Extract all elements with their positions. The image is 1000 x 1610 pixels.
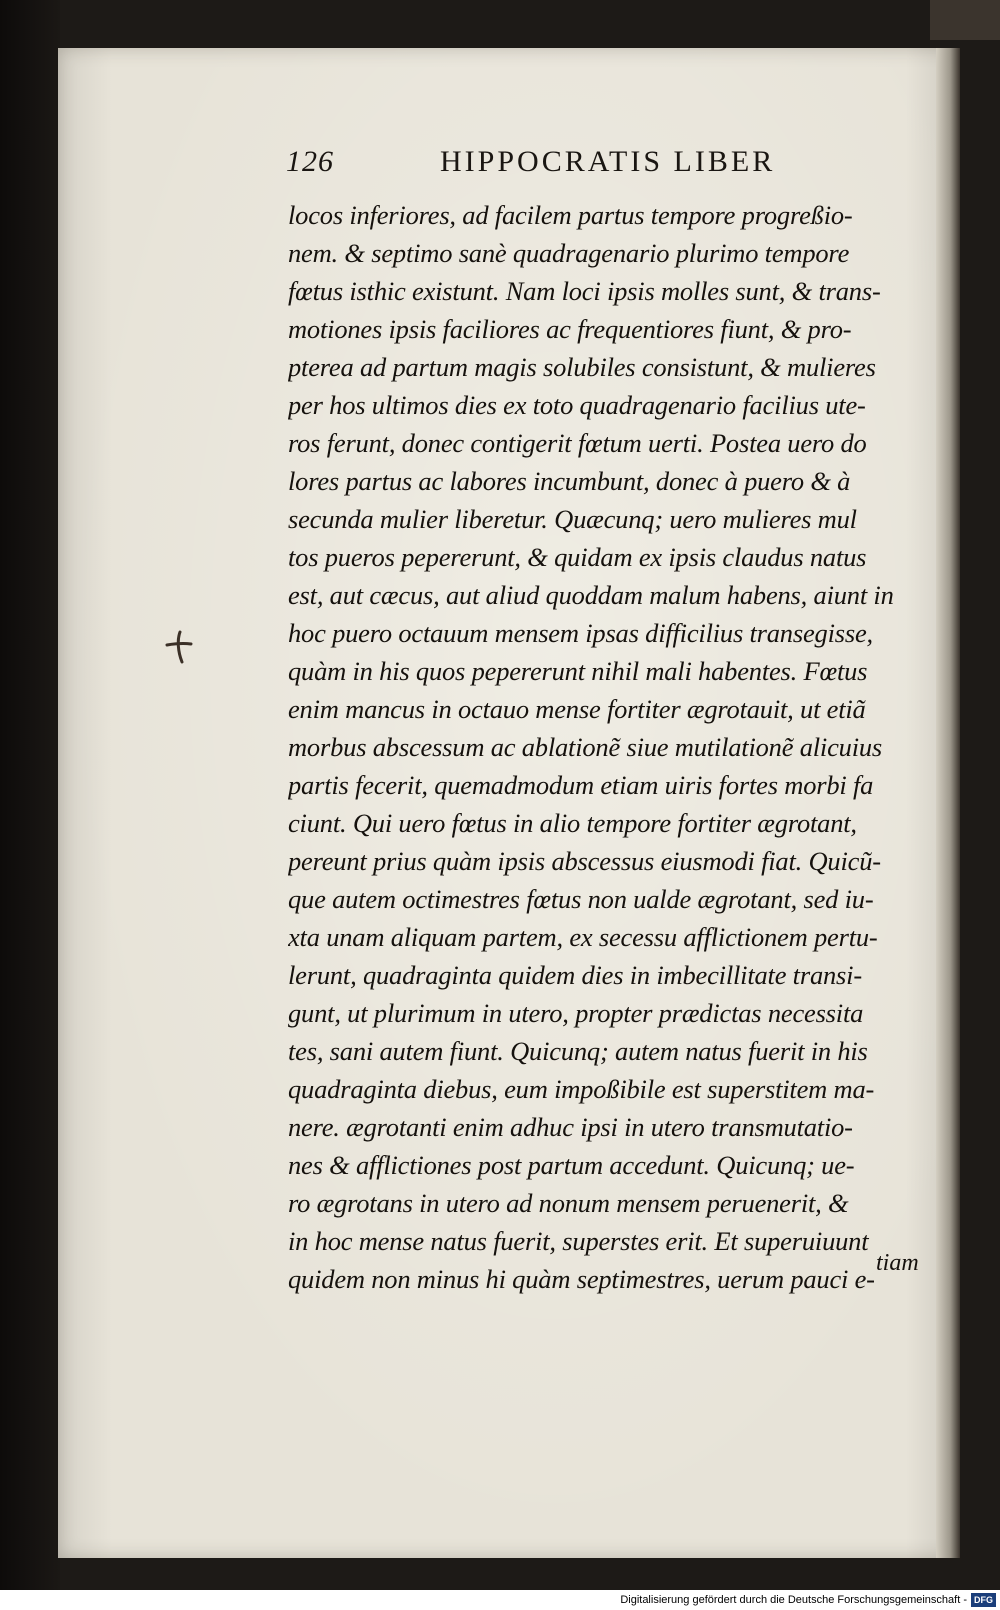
text-line: fœtus isthic existunt. Nam loci ipsis molles sunt, & trans- [288, 276, 881, 306]
dfg-logo: DFG [971, 1593, 996, 1607]
text-line: in hoc mense natus fuerit, superstes erit. Et superuiuunt [288, 1226, 869, 1256]
text-line: que autem octimestres fœtus non ualde ægrotant, sed iu- [288, 884, 874, 914]
text-line: pterea ad partum magis solubiles consistunt, & mulieres [288, 352, 876, 382]
page-header [286, 145, 796, 185]
text-line: hoc puero octauum mensem ipsas difficilius transegisse, [288, 618, 873, 648]
running-title: HIPPOCRATIS LIBER [440, 145, 776, 178]
text-line: morbus abscessum ac ablationẽ siue mutilationẽ alicuius [288, 732, 883, 762]
text-line: motiones ipsis faciliores ac frequentiores fiunt, & pro- [288, 314, 852, 344]
text-line: ros ferunt, donec contigerit fœtum uerti. Postea uero do [288, 428, 867, 458]
text-line: quàm in his quos pepererunt nihil mali habentes. Fœtus [288, 656, 868, 686]
text-line: est, aut cæcus, aut aliud quoddam malum habens, aiunt in [288, 580, 894, 610]
text-line: lores partus ac labores incumbunt, donec à puero & à [288, 466, 851, 496]
catchword: tiam [876, 1250, 919, 1276]
text-line: tes, sani autem fiunt. Quicunq; autem natus fuerit in his [288, 1036, 868, 1066]
text-line: quidem non minus hi quàm septimestres, uerum pauci e- [288, 1264, 875, 1294]
text-line: tos pueros pepererunt, & quidam ex ipsis claudus natus [288, 542, 867, 572]
marginal-cross-mark-icon [163, 628, 193, 664]
text-line: ciunt. Qui uero fœtus in alio tempore fortiter ægrotant, [288, 808, 857, 838]
credit-text: Digitalisierung gefördert durch die Deutsche Forschungsgemeinschaft - [620, 1594, 967, 1606]
page-edge [936, 48, 960, 1558]
main-text-block [288, 196, 930, 1298]
text-line: nem. & septimo sanè quadragenario plurimo tempore [288, 238, 850, 268]
text-line: nere. ægrotanti enim adhuc ipsi in utero transmutatio- [288, 1112, 853, 1142]
book-spine-shadow [0, 0, 60, 1590]
text-line: nes & afflictiones post partum accedunt. Quicunq; ue- [288, 1150, 855, 1180]
text-line: quadraginta diebus, eum impoßibile est superstitem ma- [288, 1074, 875, 1104]
page-number: 126 [286, 145, 334, 178]
text-line: enim mancus in octauo mense fortiter ægrotauit, ut etiã [288, 694, 866, 724]
text-line: ro ægrotans in utero ad nonum mensem peruenerit, & [288, 1188, 849, 1218]
text-line: pereunt prius quàm ipsis abscessus eiusmodi fiat. Quicũ- [288, 846, 881, 876]
text-line: xta unam aliquam partem, ex secessu afflictionem pertu- [288, 922, 878, 952]
text-line: gunt, ut plurimum in utero, propter prædictas necessita [288, 998, 864, 1028]
text-line: secunda mulier liberetur. Quæcunq; uero mulieres mul [288, 504, 857, 534]
text-line: per hos ultimos dies ex toto quadragenario facilius ute- [288, 390, 866, 420]
text-line: locos inferiores, ad facilem partus tempore progreßio- [288, 200, 853, 230]
text-line: lerunt, quadraginta quidem dies in imbecillitate transi- [288, 960, 862, 990]
digitization-credit [620, 1592, 996, 1608]
binding-corner [930, 0, 1000, 40]
text-line: partis fecerit, quemadmodum etiam uiris fortes morbi fa [288, 770, 874, 800]
